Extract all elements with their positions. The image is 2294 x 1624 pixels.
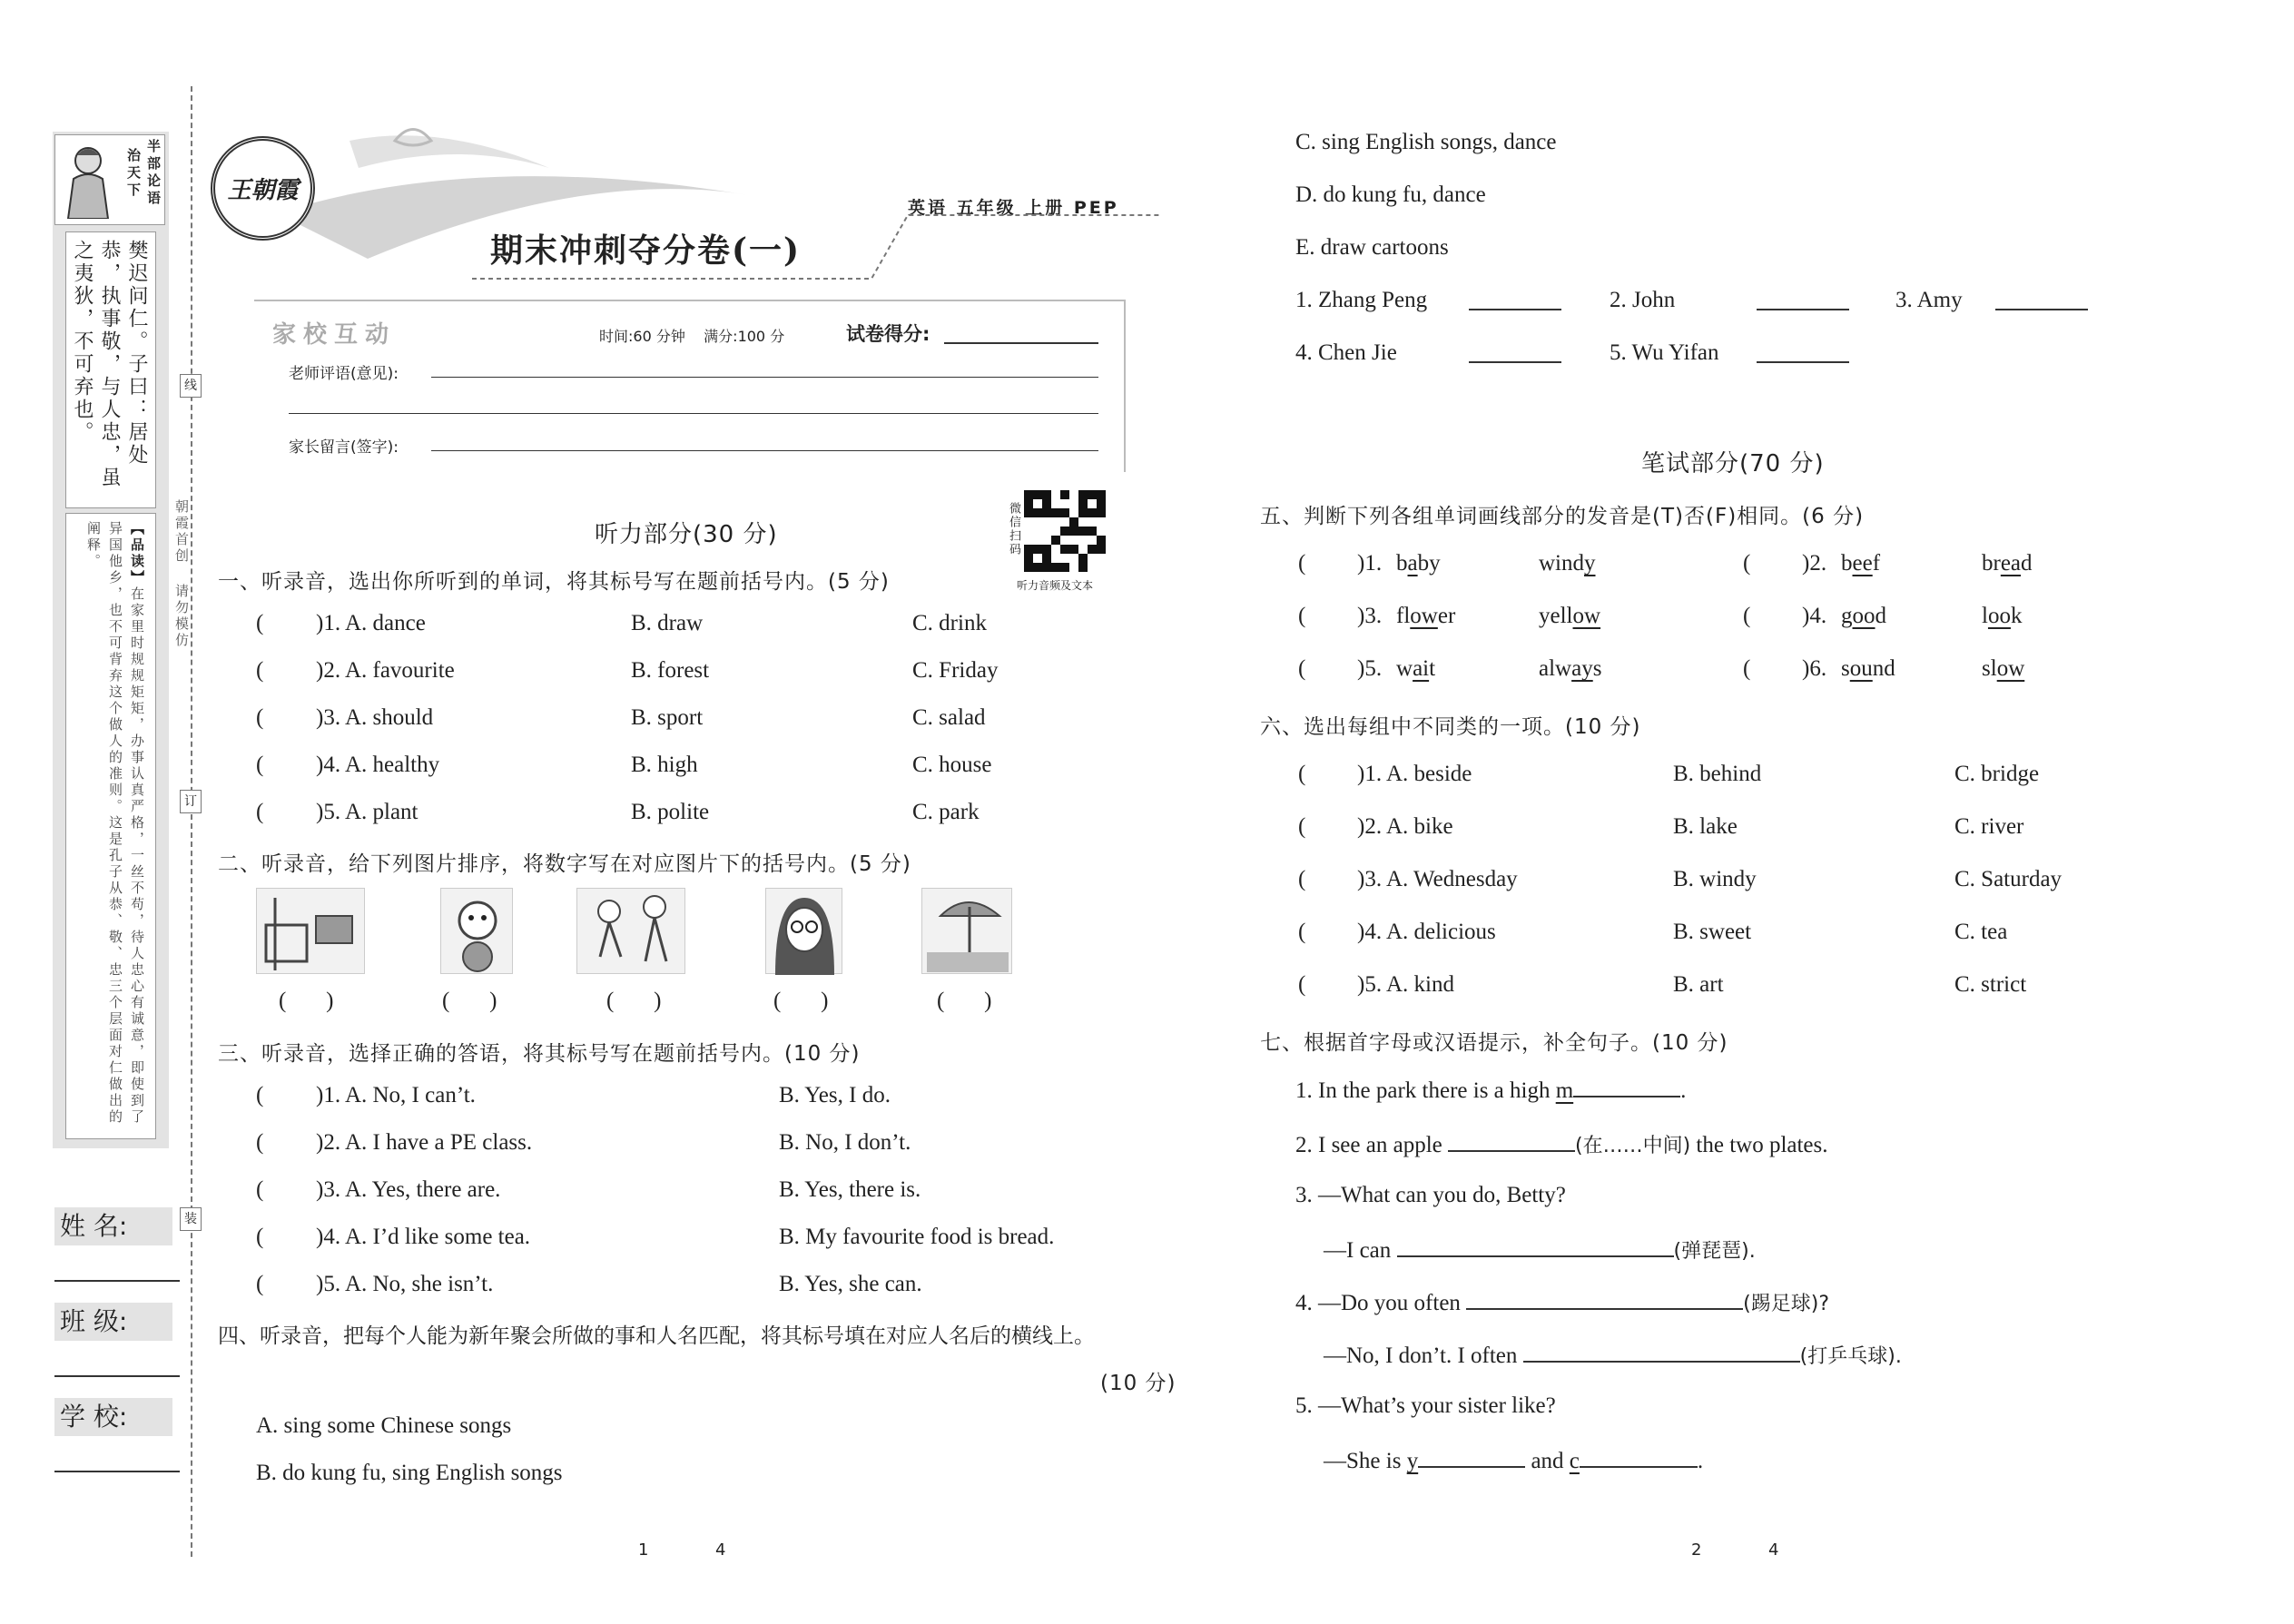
section-6-heading: 六、选出每组中不同类的一项。(10 分): [1260, 715, 1641, 739]
class-label: 班 级:: [54, 1303, 172, 1341]
s1-q2-c: C. Friday: [912, 658, 999, 683]
confucius-figure-icon: [61, 143, 115, 219]
s4-name-3: 3. Amy: [1895, 288, 1963, 312]
s6-q1-a: )1. A. beside: [1357, 762, 1472, 786]
s7-q5b: —She is y and c .: [1324, 1449, 1704, 1473]
s2-paren-4: ( ): [773, 989, 829, 1013]
s4-blank-4[interactable]: [1469, 343, 1561, 363]
parent-message-label: 家长留言(签字):: [289, 438, 399, 457]
sidebar-badge: [54, 134, 165, 225]
s5-q3-word2: yellow: [1539, 604, 1601, 628]
s5-q5-num: )5.: [1357, 656, 1383, 681]
s5-q6-word1: sound: [1841, 656, 1895, 681]
s3-q4-b: B. My favourite food is bread.: [779, 1225, 1055, 1249]
s3-q5-a: )5. A. No, she isn’t.: [316, 1272, 494, 1296]
picture-woman-glasses-icon: [765, 888, 842, 974]
picture-dog-icon: [440, 888, 513, 974]
s5-q1-num: )1.: [1357, 551, 1383, 576]
teacher-comment-line-1[interactable]: [431, 377, 1098, 378]
s7-q2-blank[interactable]: [1448, 1132, 1575, 1152]
s6-q4-a: )4. A. delicious: [1357, 920, 1496, 944]
s6-q1-b: B. behind: [1673, 762, 1762, 786]
s5-q4-paren: (: [1743, 604, 1751, 628]
cut-mark-3: 装: [180, 1207, 202, 1231]
s6-q5-c: C. strict: [1954, 972, 2027, 997]
section-4-points: (10 分): [1100, 1372, 1177, 1395]
score-field[interactable]: [944, 342, 1098, 344]
s5-q4-word1: good: [1841, 604, 1886, 628]
s4-blank-5[interactable]: [1757, 343, 1849, 363]
s3-q5-b: B. Yes, she can.: [779, 1272, 922, 1296]
s1-q5-paren: (: [256, 800, 264, 824]
s4-name-4: 4. Chen Jie: [1295, 340, 1397, 365]
s1-q3-paren: (: [256, 705, 264, 730]
s6-q3-a: )3. A. Wednesday: [1357, 867, 1518, 891]
s4-blank-2[interactable]: [1757, 290, 1849, 310]
section-2-heading: 二、听录音，给下列图片排序，将数字写在对应图片下的括号内。(5 分): [218, 852, 911, 876]
section-3-heading: 三、听录音，选择正确的答语，将其标号写在题前括号内。(10 分): [218, 1042, 861, 1066]
s4-blank-3[interactable]: [1995, 290, 2088, 310]
s5-q6-paren: (: [1743, 656, 1751, 681]
class-field[interactable]: [54, 1375, 180, 1377]
s5-q2-paren: (: [1743, 551, 1751, 576]
s6-q5-a: )5. A. kind: [1357, 972, 1454, 997]
s7-q5: 5. —What’s your sister like?: [1295, 1393, 1556, 1418]
s6-q3-paren: (: [1298, 867, 1306, 891]
s1-q2-b: B. forest: [631, 658, 710, 683]
s7-q1: 1. In the park there is a high m .: [1295, 1078, 1687, 1103]
s7-q4b: —No, I don’t. I often (打乒乓球).: [1324, 1343, 1902, 1368]
s5-q4-word2: look: [1982, 604, 2023, 628]
parent-message-line[interactable]: [431, 450, 1098, 451]
time-info: 时间:60 分钟 满分:100 分: [599, 328, 785, 345]
s6-q5-b: B. art: [1673, 972, 1724, 997]
name-field[interactable]: [54, 1280, 180, 1282]
s6-q4-paren: (: [1298, 920, 1306, 944]
s7-q1-letter: m: [1555, 1078, 1574, 1103]
s7-q5b-letter-2: c: [1569, 1449, 1580, 1473]
s7-q4-blank[interactable]: [1466, 1290, 1743, 1310]
reading-box: [65, 513, 156, 1139]
teacher-comment-line-2[interactable]: [289, 413, 1098, 414]
s7-q4b-blank[interactable]: [1523, 1343, 1800, 1363]
exam-title: 期末冲刺夺分卷(一): [490, 231, 802, 270]
s1-q5-c: C. park: [912, 800, 980, 824]
s3-q2-a: )2. A. I have a PE class.: [316, 1130, 533, 1155]
s3-q4-a: )4. A. I’d like some tea.: [316, 1225, 531, 1249]
s1-q2-a: )2. A. favourite: [316, 658, 455, 683]
page-number-right-a: 2: [1691, 1540, 1702, 1560]
s5-q3-num: )3.: [1357, 604, 1383, 628]
s1-q1-b: B. draw: [631, 611, 704, 635]
s6-q1-c: C. bridge: [1954, 762, 2040, 786]
s5-q2-word2: bread: [1982, 551, 2033, 576]
s6-q2-a: )2. A. bike: [1357, 814, 1453, 839]
s1-q4-c: C. house: [912, 753, 992, 777]
cut-line: [191, 86, 192, 1557]
school-label: 学 校:: [54, 1398, 172, 1436]
reading-text: [83, 521, 148, 1134]
s1-q1-a: )1. A. dance: [316, 611, 426, 635]
copyright-note: 朝霞首创 请勿模仿: [173, 499, 190, 649]
s5-q4-num: )4.: [1802, 604, 1827, 628]
badge-subtitle: 治天下: [125, 148, 142, 200]
s1-q4-paren: (: [256, 753, 264, 777]
cut-mark-2: 订: [180, 790, 202, 813]
s7-q5b-blank-2[interactable]: [1580, 1448, 1698, 1468]
writing-title: 笔试部分(70 分): [1641, 450, 1825, 477]
s6-q3-c: C. Saturday: [1954, 867, 2063, 891]
s5-q5-word1: wait: [1396, 656, 1436, 681]
s1-q4-a: )4. A. healthy: [316, 753, 440, 777]
s5-q6-word2: slow: [1982, 656, 2025, 681]
cut-mark-1: 线: [180, 374, 202, 398]
s6-q4-b: B. sweet: [1673, 920, 1752, 944]
s3-q2-b: B. No, I don’t.: [779, 1130, 911, 1155]
s3-q5-paren: (: [256, 1272, 264, 1296]
section-4-heading: 四、听录音，把每个人能为新年聚会所做的事和人名匹配，将其标号填在对应人名后的横线上。: [218, 1324, 1095, 1348]
s2-paren-3: ( ): [606, 989, 662, 1013]
s4-option-b: B. do kung fu, sing English songs: [256, 1461, 563, 1485]
s2-paren-2: ( ): [442, 989, 497, 1013]
s2-paren-5: ( ): [937, 989, 992, 1013]
section-5-heading: 五、判断下列各组单词画线部分的发音是(T)否(F)相同。(6 分): [1260, 505, 1865, 528]
s7-q3b: —I can (弹琵琶).: [1324, 1238, 1756, 1263]
reading-body: 在家里时规规矩矩，办事认真严格，一丝不苟，待人忠心有诚意，即使到了异国他乡，也不可背弃这个做人的准则。这是孔子从恭、敬、忠三个层面对仁做出的阐释。: [85, 521, 145, 1126]
s5-q1-word1: baby: [1396, 551, 1441, 576]
s1-q3-b: B. sport: [631, 705, 704, 730]
teacher-comment-label: 老师评语(意见):: [289, 365, 399, 383]
s3-q3-paren: (: [256, 1177, 264, 1202]
qr-caption: 听力音频及文本: [1017, 579, 1094, 592]
s5-q1-paren: (: [1298, 551, 1306, 576]
s7-q3b-blank[interactable]: [1397, 1237, 1674, 1257]
s5-q5-paren: (: [1298, 656, 1306, 681]
quote-main: 樊迟问仁。子曰：居处恭，执事敬，与人忠，虽之夷狄，不可弃也。: [71, 240, 148, 489]
reading-label: 【品读】: [129, 521, 145, 586]
s3-q3-a: )3. A. Yes, there are.: [316, 1177, 501, 1202]
s3-q1-a: )1. A. No, I can’t.: [316, 1083, 476, 1107]
s1-q2-paren: (: [256, 658, 264, 683]
page-number-left-b: 4: [715, 1540, 726, 1560]
s4-option-c: C. sing English songs, dance: [1295, 130, 1557, 154]
s6-q4-c: C. tea: [1954, 920, 2008, 944]
s7-q1-blank[interactable]: [1573, 1078, 1680, 1097]
s3-q1-b: B. Yes, I do.: [779, 1083, 891, 1107]
s5-q1-word2: windy: [1539, 551, 1596, 576]
name-label: 姓 名:: [54, 1207, 172, 1245]
s5-q3-word1: flower: [1396, 604, 1456, 628]
s3-q2-paren: (: [256, 1130, 264, 1155]
s3-q4-paren: (: [256, 1225, 264, 1249]
subject-tags: 英语 五年级 上册 PEP: [908, 198, 1119, 218]
s4-name-1: 1. Zhang Peng: [1295, 288, 1428, 312]
s7-q2: 2. I see an apple (在……中间) the two plates.: [1295, 1133, 1828, 1157]
picture-dancing-girls-icon: [576, 888, 685, 974]
s7-q3: 3. —What can you do, Betty?: [1295, 1183, 1566, 1207]
s1-q1-c: C. drink: [912, 611, 987, 635]
qr-label: 微信扫码: [1007, 502, 1020, 556]
s6-q3-b: B. windy: [1673, 867, 1757, 891]
s4-option-e: E. draw cartoons: [1295, 235, 1449, 260]
page-number-right-b: 4: [1768, 1540, 1779, 1560]
section-7-heading: 七、根据首字母或汉语提示，补全句子。(10 分): [1260, 1031, 1728, 1055]
s6-q5-paren: (: [1298, 972, 1306, 997]
s6-q2-b: B. lake: [1673, 814, 1738, 839]
s5-q6-num: )6.: [1802, 656, 1827, 681]
s7-q5b-letter-1: y: [1406, 1449, 1419, 1473]
s6-q1-paren: (: [1298, 762, 1306, 786]
s4-option-d: D. do kung fu, dance: [1295, 182, 1486, 207]
picture-classroom-icon: [256, 888, 365, 974]
school-field[interactable]: [54, 1471, 180, 1472]
s2-paren-1: ( ): [279, 989, 334, 1013]
home-school-label: 家校互动: [272, 321, 397, 349]
score-label: 试卷得分:: [846, 323, 930, 345]
s5-q3-paren: (: [1298, 604, 1306, 628]
qr-code-icon[interactable]: [1024, 490, 1106, 572]
quote-box: [65, 231, 156, 508]
s1-q1-paren: (: [256, 611, 264, 635]
s7-q4: 4. —Do you often (踢足球)?: [1295, 1291, 1830, 1315]
s1-q5-a: )5. A. plant: [316, 800, 418, 824]
listening-title: 听力部分(30 分): [595, 521, 778, 548]
s4-name-2: 2. John: [1610, 288, 1676, 312]
s3-q3-b: B. Yes, there is.: [779, 1177, 921, 1202]
picture-beach-umbrella-icon: [921, 888, 1012, 974]
s6-q2-paren: (: [1298, 814, 1306, 839]
s4-name-5: 5. Wu Yifan: [1610, 340, 1719, 365]
s4-option-a: A. sing some Chinese songs: [256, 1413, 512, 1438]
s5-q2-word1: beef: [1841, 551, 1881, 576]
s1-q4-b: B. high: [631, 753, 698, 777]
brand-logo-text: 王朝霞: [227, 177, 299, 204]
s1-q3-c: C. salad: [912, 705, 986, 730]
s5-q5-word2: always: [1539, 656, 1602, 681]
s7-q5b-blank-1[interactable]: [1418, 1448, 1525, 1468]
s1-q5-b: B. polite: [631, 800, 710, 824]
page-number-left-a: 1: [638, 1540, 649, 1560]
s3-q1-paren: (: [256, 1083, 264, 1107]
section-1-heading: 一、听录音，选出你所听到的单词，将其标号写在题前括号内。(5 分): [218, 570, 890, 594]
brand-logo: [211, 136, 315, 241]
badge-title: 半部论语: [145, 139, 162, 208]
s4-blank-1[interactable]: [1469, 290, 1561, 310]
s5-q2-num: )2.: [1802, 551, 1827, 576]
s6-q2-c: C. river: [1954, 814, 2024, 839]
s1-q3-a: )3. A. should: [316, 705, 434, 730]
